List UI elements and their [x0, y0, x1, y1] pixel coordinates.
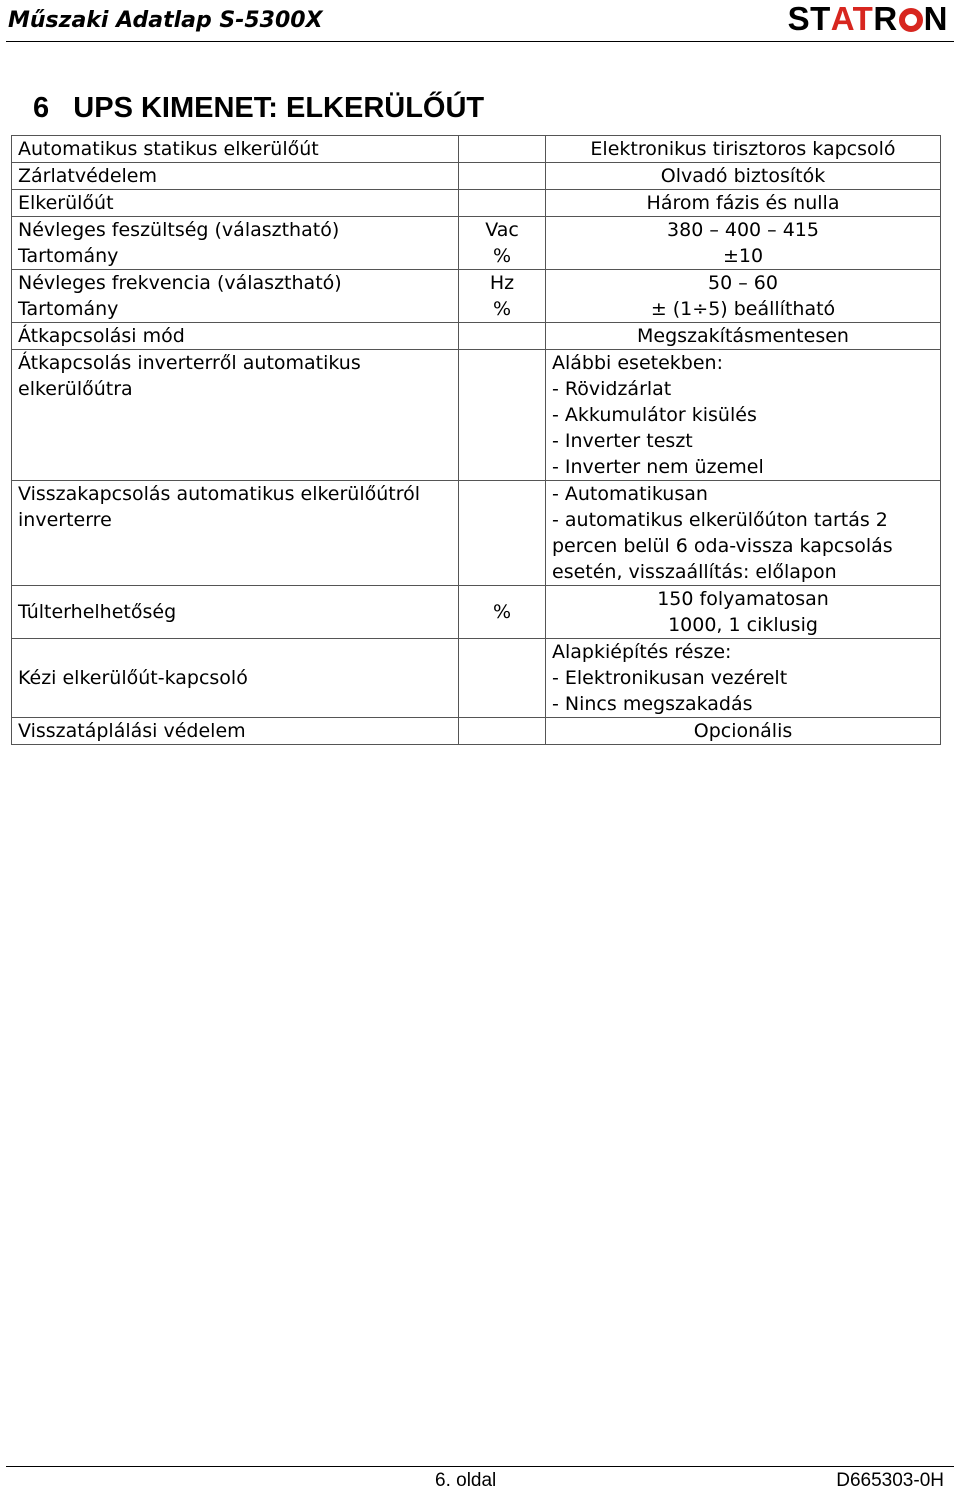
table-row [12, 217, 941, 270]
table-row [12, 481, 941, 586]
table-row [12, 136, 941, 163]
row-value: Olvadó biztosítók [546, 163, 941, 190]
table-row [12, 718, 941, 745]
row-unit [459, 190, 546, 217]
row-value: Alábbi esetekben: - Rövidzárlat - Akkumulátor kisülés - Inverter teszt - Inverter nem üzemel [546, 350, 941, 481]
row-unit [459, 718, 546, 745]
row-label: Zárlatvédelem [12, 163, 459, 190]
row-label: Visszatáplálási védelem [12, 718, 459, 745]
row-unit: % [459, 586, 546, 639]
section-title: 6 UPS KIMENET: ELKERÜLŐÚT [33, 92, 485, 124]
document-title: Műszaki Adatlap S-5300X [8, 8, 323, 33]
table-row [12, 190, 941, 217]
document-code: D665303-0H [836, 1470, 944, 1491]
row-value: Opcionális [546, 718, 941, 745]
row-value: - Automatikusan - automatikus elkerülőúton tartás 2 percen belül 6 oda-vissza kapcsolás esetén, visszaállítás: előlapon [546, 481, 941, 586]
page-number: 6. oldal [435, 1470, 497, 1491]
row-unit [459, 323, 546, 350]
table-row [12, 586, 941, 639]
row-value: 380 – 400 – 415 ±10 [546, 217, 941, 270]
logo-text-part: N [923, 0, 948, 37]
row-unit: Vac % [459, 217, 546, 270]
row-unit [459, 136, 546, 163]
page-header [0, 0, 960, 42]
row-value: 50 – 60 ± (1÷5) beállítható [546, 270, 941, 323]
row-label: Automatikus statikus elkerülőút [12, 136, 459, 163]
row-label: Névleges frekvencia (választható) Tartomány [12, 270, 459, 323]
row-label: Névleges feszültség (választható) Tartomány [12, 217, 459, 270]
footer-divider [6, 1466, 954, 1467]
row-unit: Hz % [459, 270, 546, 323]
row-label: Túlterhelhetőség [12, 586, 459, 639]
table-row [12, 323, 941, 350]
table-row [12, 163, 941, 190]
row-unit [459, 350, 546, 481]
row-unit [459, 163, 546, 190]
row-unit [459, 481, 546, 586]
statron-logo [788, 2, 948, 36]
logo-text-part: R [873, 0, 898, 37]
row-value: Alapkiépítés része: - Elektronikusan vezérelt - Nincs megszakadás [546, 639, 941, 718]
row-value: Megszakításmentesen [546, 323, 941, 350]
row-unit [459, 639, 546, 718]
row-label: Kézi elkerülőút-kapcsoló [12, 639, 459, 718]
table-row [12, 639, 941, 718]
row-value: Elektronikus tirisztoros kapcsoló [546, 136, 941, 163]
logo-text-part: AT [830, 0, 874, 37]
logo-ring-icon [899, 8, 923, 32]
row-label: Visszakapcsolás automatikus elkerülőútról inverterre [12, 481, 459, 586]
row-label: Átkapcsolási mód [12, 323, 459, 350]
logo-text-part: ST [787, 0, 831, 37]
spec-table [11, 135, 941, 745]
row-label: Elkerülőút [12, 190, 459, 217]
row-value: 150 folyamatosan 1000, 1 ciklusig [546, 586, 941, 639]
header-divider [6, 41, 954, 42]
table-row [12, 270, 941, 323]
row-value: Három fázis és nulla [546, 190, 941, 217]
table-row [12, 350, 941, 481]
row-label: Átkapcsolás inverterről automatikus elkerülőútra [12, 350, 459, 481]
